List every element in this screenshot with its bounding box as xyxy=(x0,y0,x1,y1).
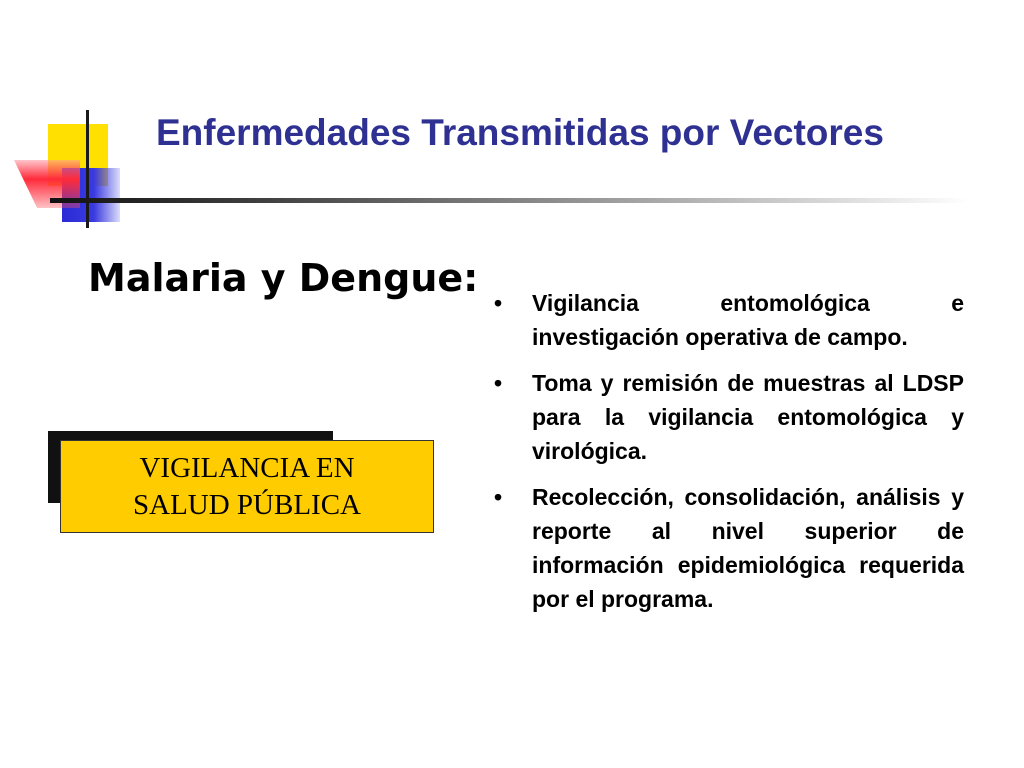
bullet-list xyxy=(488,286,964,628)
slide-title: Enfermedades Transmitidas por Vectores xyxy=(156,112,884,153)
title-underline xyxy=(50,198,970,203)
bullet-item xyxy=(488,286,964,354)
bullet-marker: • xyxy=(493,484,503,510)
bullet-marker: • xyxy=(493,370,503,396)
slide-subtitle: Malaria y Dengue: xyxy=(88,256,479,300)
bullet-item xyxy=(488,480,964,616)
bullet-marker: • xyxy=(493,290,503,316)
bullet-text: Vigilancia entomológica e investigación operativa de campo. xyxy=(532,290,964,350)
label-box xyxy=(60,440,434,533)
bullet-text: Toma y remisión de muestras al LDSP para la vigilancia entomológica y virológica. xyxy=(532,370,964,464)
bullet-item xyxy=(488,366,964,468)
label-box-text: VIGILANCIA EN SALUD PÚBLICA xyxy=(133,451,361,521)
decor-vertical-line xyxy=(86,110,89,228)
bullet-text: Recolección, consolidación, análisis y reporte al nivel superior de información epidemiológica requerida por el programa. xyxy=(532,484,964,612)
